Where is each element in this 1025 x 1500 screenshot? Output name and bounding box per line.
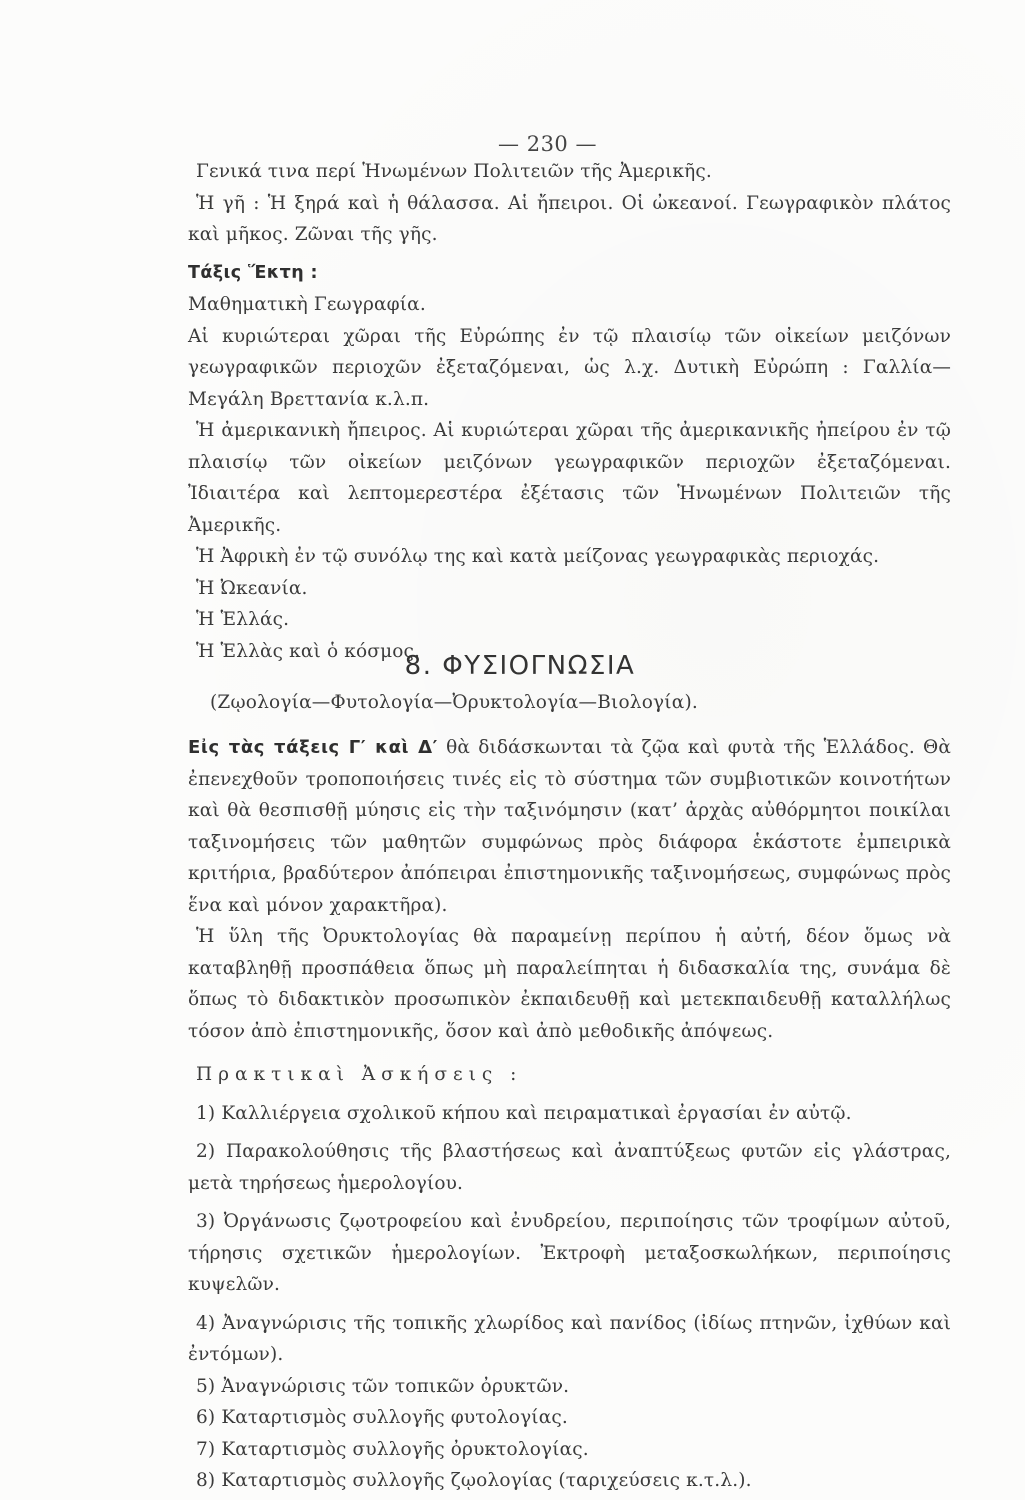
oceania-line: Ἡ Ὠκεανία. bbox=[196, 577, 308, 599]
list-item: 7) Καταρτισμὸς συλλογῆς ὀρυκτολογίας. bbox=[196, 1438, 589, 1460]
hellas-world-line: Ἡ Ἑλλὰς καὶ ὁ κόσμος. bbox=[196, 640, 421, 662]
europe-paragraph: Αἱ κυριώτεραι χῶραι τῆς Εὐρώπης ἐν τῷ πλαισίῳ τῶν οἰκείων μειζόνων γεωγραφικῶν περιοχῶν ἐξεταζόμεναι, ὡς λ.χ. Δυτικὴ Εὐρώπη : Γαλλία—Μεγάλη Βρεττανία κ.λ.π. bbox=[188, 325, 951, 410]
hellas-line: Ἡ Ἑλλάς. bbox=[196, 609, 290, 630]
geography-curriculum-block bbox=[188, 156, 951, 667]
list-item: 6) Καταρτισμὸς συλλογῆς φυτολογίας. bbox=[196, 1407, 568, 1428]
mathematical-geography-line: Μαθηματικὴ Γεωγραφία. bbox=[188, 294, 426, 315]
usa-general-line: Γενικά τινα περί Ἡνωμένων Πολιτειῶν τῆς Ἀμερικῆς. bbox=[196, 161, 712, 182]
section-title: 8. ΦΥΣΙΟΓΝΩΣΙΑ bbox=[404, 651, 636, 681]
physiognosia-block bbox=[188, 732, 951, 1497]
practical-exercises-heading: Πρακτικαὶ Ἀσκήσεις : bbox=[196, 1064, 523, 1085]
africa-line: Ἡ Ἀφρικὴ ἐν τῷ συνόλῳ της καὶ κατὰ μείζονας γεωγραφικὰς περιοχάς. bbox=[196, 546, 880, 567]
class-six-heading: Τάξις Ἕκτη : bbox=[188, 262, 318, 283]
classes-paragraph bbox=[188, 732, 951, 921]
classes-paragraph-text: θὰ διδάσκωνται τὰ ζῷα καὶ φυτὰ τῆς Ἑλλάδος. Θὰ ἐπενεχθοῦν τροποποιήσεις τινές εἰς τὸ σύστημα τῶν συμβιοτικῶν κοινοτήτων καὶ θὰ θεσπισθῇ μύησις εἰς τὴν ταξινόμησιν (κατ’ ἀρχὰς αὐθόρμητοι ποικίλαι ταξινομήσεις τῶν μαθητῶν συμφώνως πρὸς διάφορα ἑκάστοτε ἐμπειρικὰ κριτήρια, βραδύτερον ἀπόπειραι ἐπιστημονικῆς ταξινομήσεως, συμφώνως πρὸς ἕνα καὶ μόνον χαρακτῆρα). bbox=[188, 737, 951, 916]
list-item: 5) Ἀναγνώρισις τῶν τοπικῶν ὀρυκτῶν. bbox=[196, 1375, 570, 1397]
list-item: 1) Καλλιέργεια σχολικοῦ κήπου καὶ πειραματικαὶ ἐργασίαι ἐν αὐτῷ. bbox=[196, 1102, 852, 1124]
page-number: — 230 — bbox=[498, 132, 597, 156]
list-item: 2) Παρακολούθησις τῆς βλαστήσεως καὶ ἀναπτύξεως φυτῶν εἰς γλάστρας, μετὰ τηρήσεως ἡμερολογίου. bbox=[188, 1141, 951, 1194]
classes-lead: Εἰς τὰς τάξεις Γ′ καὶ Δ′ bbox=[188, 737, 438, 758]
list-item: 3) Ὀργάνωσις ζῳοτροφείου καὶ ἐνυδρείου, περιποίησις τῶν τροφίμων αὐτοῦ, τήρησις σχετικῶν ἡμερολογίων. Ἐκτροφὴ μεταξοσκωλήκων, περιποίησις κυψελῶν. bbox=[188, 1211, 951, 1295]
earth-line: Ἡ γῆ : Ἡ ξηρά καὶ ἡ θάλασσα. Αἱ ἤπειροι. Οἱ ὠκεανοί. Γεωγραφικὸν πλάτος καὶ μῆκος. Ζῶναι τῆς γῆς. bbox=[188, 192, 951, 245]
list-item: 4) Ἀναγνώρισις τῆς τοπικῆς χλωρίδος καὶ πανίδος (ἰδίως πτηνῶν, ἰχθύων καὶ ἐντόμων). bbox=[188, 1312, 951, 1365]
america-paragraph: Ἡ ἀμερικανικὴ ἤπειρος. Αἱ κυριώτεραι χῶραι τῆς ἀμερικανικῆς ἠπείρου ἐν τῷ πλαισίῳ τῶν οἰκείων μειζόνων γεωγραφικῶν περιοχῶν ἐξεταζόμεναι. Ἰδιαιτέρα καὶ λεπτομερεστέρα ἐξέτασις τῶν Ἡνωμένων Πολιτειῶν τῆς Ἀμερικῆς. bbox=[188, 420, 951, 536]
section-subtitle: (Ζῳολογία—Φυτολογία—Ὀρυκτολογία—Βιολογία). bbox=[210, 692, 698, 713]
mineralogy-paragraph: Ἡ ὕλη τῆς Ὀρυκτολογίας θὰ παραμείνῃ περίπου ἡ αὐτή, δέον ὅμως νὰ καταβληθῇ προσπάθεια ὅπως μὴ παραλείπηται ἡ διδασκαλία της, συνάμα δὲ ὅπως τὸ διδακτικὸν προσωπικὸν ἐκπαιδευθῇ καὶ μετεκπαιδευθῇ καταλλήλως τόσον ἀπὸ ἐπιστημονικῆς, ὅσον καὶ ἀπὸ μεθοδικῆς ἀπόψεως. bbox=[188, 926, 951, 1042]
list-item: 8) Καταρτισμὸς συλλογῆς ζῳολογίας (ταριχεύσεις κ.τ.λ.). bbox=[196, 1470, 752, 1491]
